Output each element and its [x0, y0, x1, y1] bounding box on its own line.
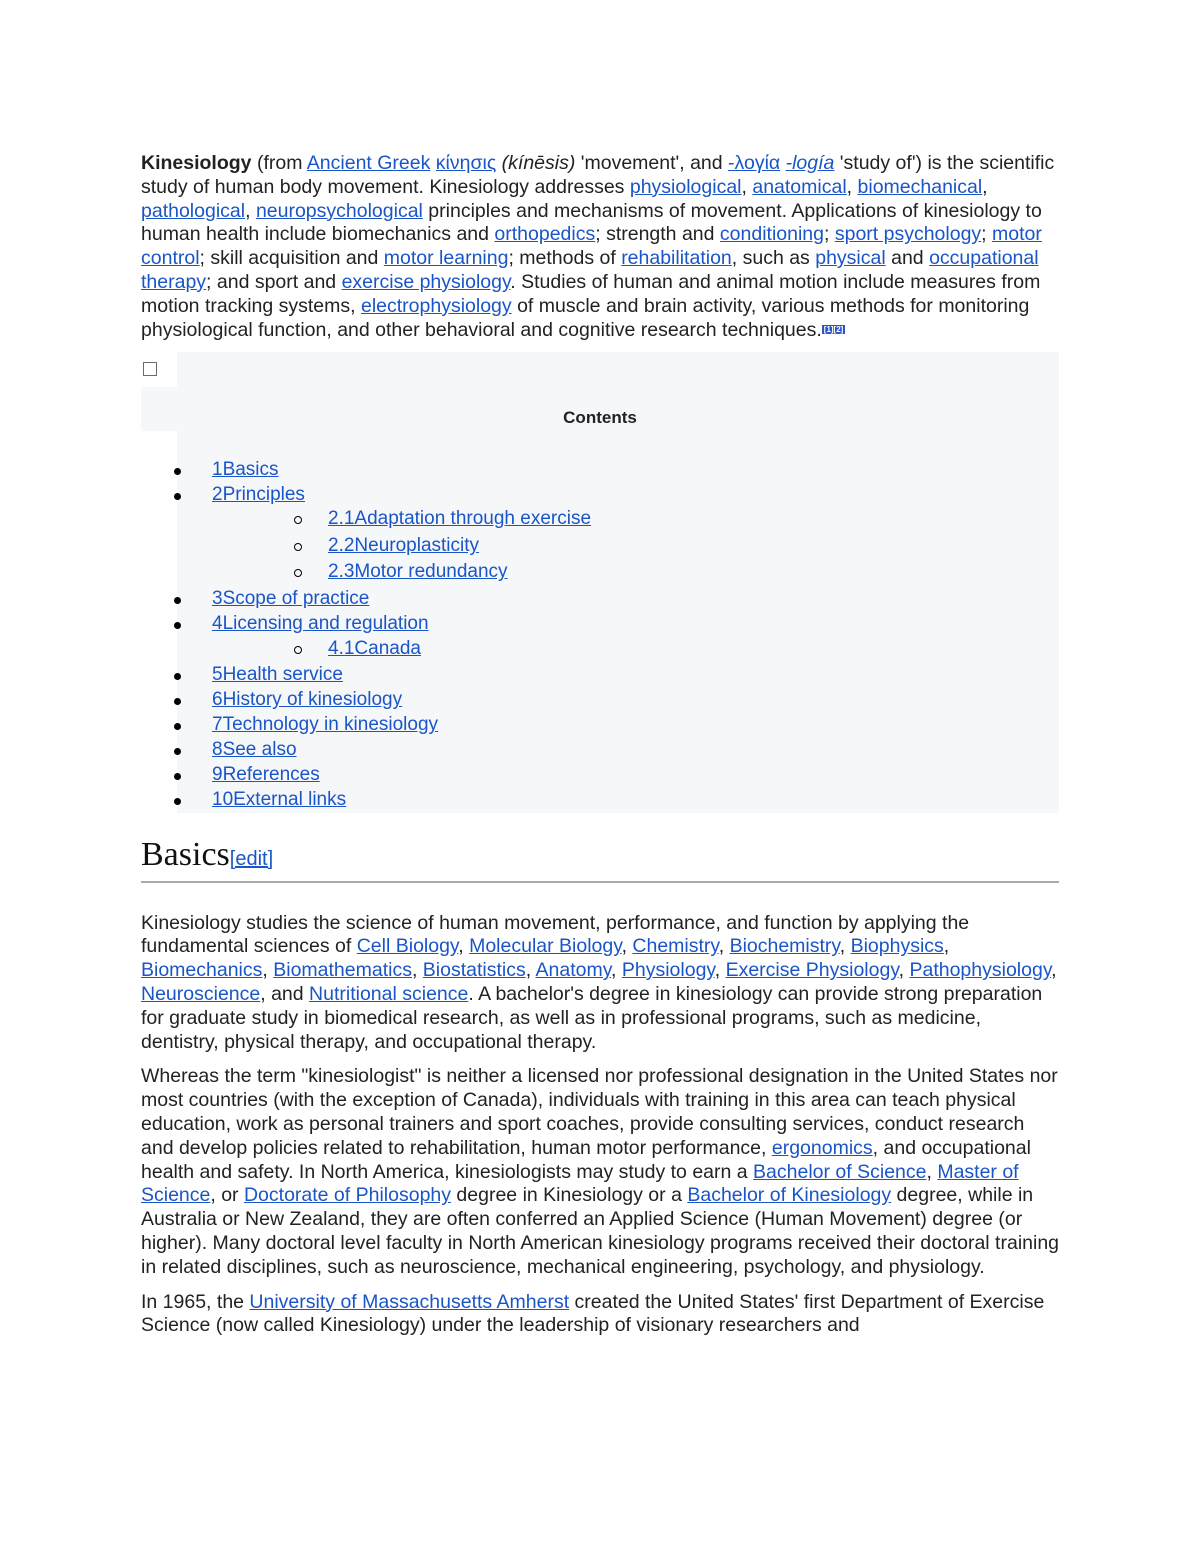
link-logia-greek[interactable]: -λογία [728, 152, 781, 174]
link-ancient-greek[interactable]: Ancient Greek [306, 152, 431, 174]
link-pathological[interactable]: pathological [141, 199, 246, 222]
toc-link[interactable]: 6History of kinesiology [212, 689, 403, 711]
toc-link[interactable]: 9References [212, 764, 320, 786]
link-orthopedics[interactable]: orthopedics [494, 223, 596, 246]
link-master-of-science[interactable]: Master of Science [141, 1160, 1019, 1207]
link-exercise-physiology[interactable]: exercise physiology [341, 270, 511, 293]
link-cell-biology[interactable]: Cell Biology [356, 935, 459, 958]
link-motor-learning[interactable]: motor learning [383, 247, 509, 270]
toc-link[interactable]: 7Technology in kinesiology [212, 714, 439, 736]
toc-title: Contents [563, 408, 637, 428]
link-ergonomics[interactable]: ergonomics [771, 1136, 873, 1159]
article-term: Kinesiology [141, 152, 252, 174]
kinesis-transliteration: (kínēsis) [501, 152, 576, 174]
link-exercise-physiology-2[interactable]: Exercise Physiology [725, 959, 899, 982]
link-electrophysiology[interactable]: electrophysiology [360, 294, 512, 317]
basics-paragraph-1: Kinesiology studies the science of human movement, performance, and function by applying the fundamental sciences of Cell Biology, Molecular Biology, Chemistry, Biochemistry, Biophysics, Biomechanics, Biomathematics, Biostatistics, Anatomy, Physiology, Exercise Physiology, Pathophysiology, Neuroscience, and Nutritional science. A bachelor's degree in kinesiology can provide strong preparation for graduate study in biomedical research, as well as in professional programs, such as medicine, dentistry, physical therapy, and occupational therapy. [141, 911, 1057, 1053]
link-nutritional-science[interactable]: Nutritional science [309, 982, 469, 1005]
edit-link[interactable]: [edit] [229, 848, 274, 871]
link-rehabilitation[interactable]: rehabilitation [621, 247, 732, 270]
toc-link[interactable]: 2.2Neuroplasticity [328, 535, 480, 557]
toc-link[interactable]: 1Basics [212, 459, 279, 481]
link-neuropsychological[interactable]: neuropsychological [255, 199, 423, 222]
article-body [141, 152, 1059, 1338]
toc-link[interactable]: 2.3Motor redundancy [328, 561, 508, 583]
section-title: Basics [141, 836, 230, 874]
toc-link[interactable]: 8See also [212, 739, 297, 761]
link-pathophysiology[interactable]: Pathophysiology [909, 959, 1052, 982]
toc-link[interactable]: 4Licensing and regulation [212, 613, 429, 635]
link-physical[interactable]: physical [815, 247, 886, 270]
toc-link[interactable]: 10External links [212, 789, 347, 811]
reference-link[interactable]: [1][2] [823, 324, 844, 334]
link-biostatistics[interactable]: Biostatistics [422, 959, 526, 982]
toc-link[interactable]: 4.1Canada [328, 638, 421, 660]
toc-link[interactable]: 2Principles [212, 484, 305, 506]
toc-link[interactable]: 5Health service [212, 664, 343, 686]
table-of-contents [141, 352, 1059, 813]
link-umass-amherst[interactable]: University of Massachusetts Amherst [249, 1290, 570, 1313]
link-biophysics[interactable]: Biophysics [850, 935, 944, 958]
link-anatomical[interactable]: anatomical [752, 175, 847, 198]
link-physiological[interactable]: physiological [629, 175, 742, 198]
link-sport-psychology[interactable]: sport psychology [834, 223, 982, 246]
basics-paragraph-2: Whereas the term "kinesiologist" is neither a licensed nor professional designation in the United States nor most countries (with the exception of Canada), individuals with training in this area can teach physical education, work as personal trainers and sport coaches, provide consulting services, conduct research and develop policies related to rehabilitation, human motor performance, ergonomics, and occupational health and safety. In North America, kinesiologists may study to earn a Bachelor of Science, Master of Science, or Doctorate of Philosophy degree in Kinesiology or a Bachelor of Kinesiology degree, while in Australia or New Zealand, they are often conferred an Applied Science (Human Movement) degree (or higher). Many doctoral level faculty in North American kinesiology programs received their doctoral training in related disciplines, such as neuroscience, mechanical engineering, psychology, and physiology. [141, 1065, 1060, 1278]
link-biomathematics[interactable]: Biomathematics [273, 959, 412, 982]
toc-link[interactable]: 2.1Adaptation through exercise [328, 508, 592, 530]
toc-link[interactable]: 3Scope of practice [212, 588, 370, 610]
toc-toggle-checkbox[interactable] [143, 362, 157, 376]
link-occupational-therapy[interactable]: occupational therapy [141, 247, 1039, 293]
link-biochemistry[interactable]: Biochemistry [729, 935, 840, 958]
link-biomechanics[interactable]: Biomechanics [141, 959, 263, 982]
link-neuroscience[interactable]: Neuroscience [141, 982, 261, 1005]
section-heading-basics [141, 835, 1059, 883]
link-biomechanical[interactable]: biomechanical [857, 175, 983, 198]
link-doctorate-of-philosophy[interactable]: Doctorate of Philosophy [243, 1184, 452, 1207]
link-molecular-biology[interactable]: Molecular Biology [469, 935, 622, 958]
link-anatomy[interactable]: Anatomy [535, 959, 612, 982]
link-kinesis-greek[interactable]: κίνησις [435, 152, 497, 174]
link-bachelor-of-kinesiology[interactable]: Bachelor of Kinesiology [687, 1184, 892, 1207]
link-conditioning[interactable]: conditioning [719, 223, 824, 246]
intro-paragraph: Kinesiology (from Ancient Greek κίνησις (kínēsis) 'movement', and -λογία -logía 'study of') is the scientific study of human body movement. Kinesiology addresses physiological, anatomical, biomechanical, pathological, neuropsychological principles and mechanisms of movement. Applications of kinesiology to human health include biomechanics and orthopedics; strength and conditioning; sport psychology; motor control; skill acquisition and motor learning; methods of rehabilitation, such as physical and occupational therapy; and sport and exercise physiology. Studies of human and animal motion include measures from motion tracking systems, electrophysiology of muscle and brain activity, various methods for monitoring physiological function, and other behavioral and cognitive research techniques. [1][2] [141, 152, 1055, 341]
link-physiology[interactable]: Physiology [621, 959, 715, 982]
link-chemistry[interactable]: Chemistry [632, 935, 719, 958]
basics-paragraph-3: In 1965, the University of Massachusetts Amherst created the United States' first Department of Exercise Science (now called Kinesiology) under the leadership of visionary researchers and [141, 1290, 1045, 1337]
link-motor-control[interactable]: motor control [141, 223, 1042, 270]
link-logia[interactable]: -logía [785, 152, 835, 174]
link-bachelor-of-science[interactable]: Bachelor of Science [753, 1160, 927, 1183]
